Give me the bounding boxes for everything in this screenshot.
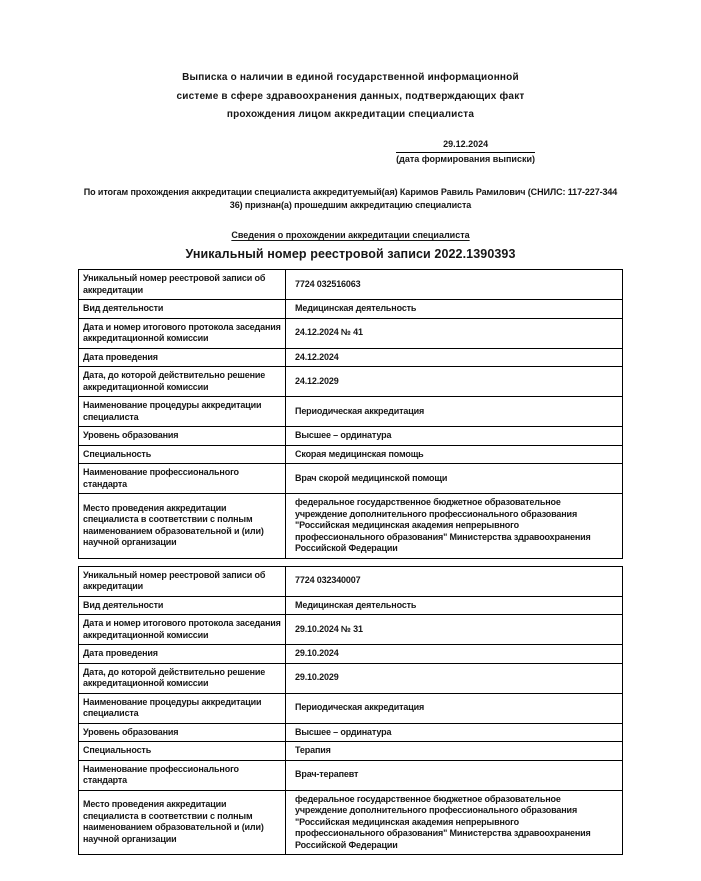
- table-row: [79, 300, 623, 319]
- field-value: Врач скорой медицинской помощи: [286, 464, 623, 494]
- field-label: Специальность: [79, 445, 286, 464]
- field-value: 24.12.2029: [286, 367, 623, 397]
- field-value: 7724 032340007: [286, 566, 623, 596]
- table-row: [79, 464, 623, 494]
- field-value: 7724 032516063: [286, 270, 623, 300]
- field-label: Вид деятельности: [79, 596, 286, 615]
- field-label: Наименование профессионального стандарта: [79, 760, 286, 790]
- field-value: Высшее – ординатура: [286, 723, 623, 742]
- table-row: [79, 760, 623, 790]
- field-value: Медицинская деятельность: [286, 596, 623, 615]
- field-label: Дата проведения: [79, 645, 286, 664]
- field-value: 29.10.2024 № 31: [286, 615, 623, 645]
- field-label: Наименование процедуры аккредитации специалиста: [79, 693, 286, 723]
- table-row: [79, 397, 623, 427]
- field-label: Место проведения аккредитации специалиста в соответствии с полным наименованием образовательной и (или) научной организации: [79, 790, 286, 855]
- field-label: Наименование процедуры аккредитации специалиста: [79, 397, 286, 427]
- field-label: Дата, до которой действительно решение аккредитационной комиссии: [79, 367, 286, 397]
- field-value: 24.12.2024 № 41: [286, 318, 623, 348]
- generation-date-block: [396, 139, 535, 166]
- field-value: Терапия: [286, 742, 623, 761]
- field-label: Уникальный номер реестровой записи об аккредитации: [79, 270, 286, 300]
- field-value: 24.12.2024: [286, 348, 623, 367]
- field-label: Уровень образования: [79, 723, 286, 742]
- table-row: [79, 596, 623, 615]
- document-title: [78, 69, 623, 125]
- field-label: Уникальный номер реестровой записи об аккредитации: [79, 566, 286, 596]
- registry-number-heading: Уникальный номер реестровой записи 2022.1390393: [185, 247, 516, 261]
- field-value: 29.10.2024: [286, 645, 623, 664]
- field-label: Дата, до которой действительно решение аккредитационной комиссии: [79, 663, 286, 693]
- title-line-3: прохождения лицом аккредитации специалиста: [226, 109, 475, 120]
- table-row: [79, 663, 623, 693]
- field-label: Место проведения аккредитации специалиста в соответствии с полным наименованием образовательной и (или) научной организации: [79, 494, 286, 559]
- accreditation-record-table-1: [78, 269, 623, 559]
- table-row: [79, 494, 623, 559]
- accreditation-record-table-2: [78, 566, 623, 856]
- field-label: Специальность: [79, 742, 286, 761]
- document-content: [78, 0, 623, 855]
- table-row: [79, 645, 623, 664]
- field-value: федеральное государственное бюджетное образовательное учреждение дополнительного профессионального образования "Российская медицинская академия непрерывного профессионального образования" Министерства здравоохранения Российской Федерации: [286, 790, 623, 855]
- field-label: Уровень образования: [79, 427, 286, 446]
- table-row: [79, 742, 623, 761]
- title-line-2: системе в сфере здравоохранения данных, подтверждающих факт: [176, 90, 525, 102]
- field-label: Наименование профессионального стандарта: [79, 464, 286, 494]
- table-row: [79, 270, 623, 300]
- table-row: [79, 427, 623, 446]
- table-row: [79, 566, 623, 596]
- field-value: федеральное государственное бюджетное образовательное учреждение дополнительного профессионального образования "Российская медицинская академия непрерывного профессионального образования" Министерства здравоохранения Российской Федерации: [286, 494, 623, 559]
- table-row: [79, 445, 623, 464]
- field-value: Скорая медицинская помощь: [286, 445, 623, 464]
- table-row: [79, 318, 623, 348]
- table-row: [79, 367, 623, 397]
- field-value: Медицинская деятельность: [286, 300, 623, 319]
- field-label: Дата проведения: [79, 348, 286, 367]
- generation-date-value: 29.12.2024: [443, 138, 489, 149]
- table-row: [79, 790, 623, 855]
- field-label: Дата и номер итогового протокола заседания аккредитационной комиссии: [79, 318, 286, 348]
- field-value: Периодическая аккредитация: [286, 397, 623, 427]
- table-row: [79, 348, 623, 367]
- generation-date-caption: (дата формирования выписки): [396, 152, 535, 166]
- table-row: [79, 693, 623, 723]
- intro-paragraph: По итогам прохождения аккредитации специалиста аккредитуемый(ая) Каримов Равиль Рамилович (СНИЛС: 117-227-344 36) признан(а) прошедшим аккредитацию специалиста: [83, 187, 618, 210]
- field-value: Периодическая аккредитация: [286, 693, 623, 723]
- title-line-1: Выписка о наличии в единой государственной информационной: [182, 72, 519, 83]
- field-value: 29.10.2029: [286, 663, 623, 693]
- table-row: [79, 615, 623, 645]
- table-row: [79, 723, 623, 742]
- field-label: Дата и номер итогового протокола заседания аккредитационной комиссии: [79, 615, 286, 645]
- field-value: Высшее – ординатура: [286, 427, 623, 446]
- field-label: Вид деятельности: [79, 300, 286, 319]
- field-value: Врач-терапевт: [286, 760, 623, 790]
- section-heading: Сведения о прохождении аккредитации специалиста: [231, 230, 470, 240]
